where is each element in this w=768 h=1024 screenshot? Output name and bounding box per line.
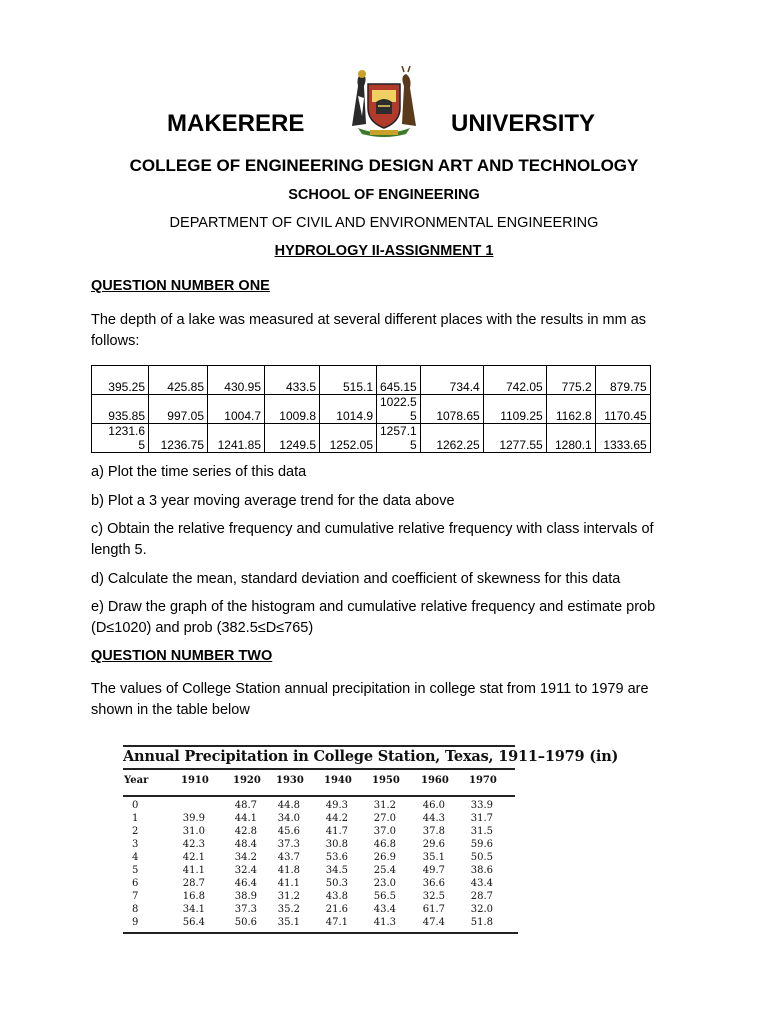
precipitation-value: 48.4 — [234, 839, 257, 850]
depth-cell: 1241.85 — [208, 424, 265, 453]
precipitation-value: 45.6 — [277, 826, 300, 837]
precipitation-value: 35.1 — [422, 852, 445, 863]
precipitation-value: 27.0 — [373, 813, 396, 824]
depth-cell: 879.75 — [595, 366, 650, 395]
depth-cell: 1004.7 — [208, 395, 265, 424]
precipitation-value: 34.5 — [325, 865, 348, 876]
precipitation-value: 31.2 — [373, 800, 396, 811]
precipitation-value: 34.1 — [182, 904, 205, 915]
precipitation-value: 48.7 — [234, 800, 257, 811]
depth-cell: 515.1 — [320, 366, 377, 395]
depth-cell: 997.05 — [149, 395, 208, 424]
precipitation-value: 56.5 — [373, 891, 396, 902]
precipitation-value: 42.8 — [234, 826, 257, 837]
precipitation-value: 38.9 — [234, 891, 257, 902]
department-title: DEPARTMENT OF CIVIL AND ENVIRONMENTAL ENGINEERING — [169, 215, 599, 231]
depth-cell: 935.85 — [92, 395, 149, 424]
precipitation-value: 28.7 — [470, 891, 493, 902]
question-one-intro: The depth of a lake was measured at several different places with the results in mm as follows: — [91, 312, 647, 349]
depth-cell: 1078.65 — [420, 395, 483, 424]
year-digit: 0 — [132, 800, 139, 811]
depth-cell: 1333.65 — [595, 424, 650, 453]
question-one-item: d) Calculate the mean, standard deviation and coefficient of skewness for this data — [91, 571, 621, 587]
precipitation-value: 31.0 — [182, 826, 205, 837]
depth-cell: 1280.1 — [546, 424, 595, 453]
depth-cell: 1257.1 5 — [377, 424, 421, 453]
lake-depth-table — [91, 365, 651, 453]
precipitation-value: 61.7 — [422, 904, 445, 915]
depth-row — [92, 366, 651, 395]
precipitation-value: 59.6 — [470, 839, 493, 850]
precipitation-value: 23.0 — [373, 878, 396, 889]
university-crest — [344, 66, 424, 138]
question-one-item: e) Draw the graph of the histogram and cumulative relative frequency and estimate prob (D≤1020) and prob (382.5≤D≤765) — [91, 599, 656, 636]
decade-header: 1970 — [469, 775, 497, 786]
decade-header: 1920 — [233, 775, 261, 786]
precipitation-value: 41.7 — [325, 826, 348, 837]
question-one-item: c) Obtain the relative frequency and cumulative relative frequency with class intervals of length 5. — [91, 521, 654, 558]
depth-cell: 425.85 — [149, 366, 208, 395]
precipitation-value: 33.9 — [470, 800, 493, 811]
precipitation-value: 26.9 — [373, 852, 396, 863]
depth-cell: 1262.25 — [420, 424, 483, 453]
precipitation-value: 44.3 — [422, 813, 445, 824]
precipitation-value: 56.4 — [182, 917, 205, 928]
decade-header: 1960 — [421, 775, 449, 786]
precipitation-value: 25.4 — [373, 865, 396, 876]
precipitation-value: 30.8 — [325, 839, 348, 850]
precipitation-value: 42.1 — [182, 852, 205, 863]
question-two-heading: QUESTION NUMBER TWO — [91, 648, 273, 664]
precipitation-value: 43.7 — [277, 852, 300, 863]
decade-header: 1940 — [324, 775, 352, 786]
depth-cell: 734.4 — [420, 366, 483, 395]
depth-cell: 645.15 — [377, 366, 421, 395]
precipitation-value: 35.2 — [277, 904, 300, 915]
precipitation-value: 34.2 — [234, 852, 257, 863]
precipitation-value: 42.3 — [182, 839, 205, 850]
precipitation-value: 47.4 — [422, 917, 445, 928]
precipitation-value: 46.0 — [422, 800, 445, 811]
precipitation-value: 50.5 — [470, 852, 493, 863]
precipitation-value: 38.6 — [470, 865, 493, 876]
year-digit: 1 — [132, 813, 139, 824]
precipitation-value: 44.8 — [277, 800, 300, 811]
depth-cell: 1170.45 — [595, 395, 650, 424]
precipitation-value: 46.8 — [373, 839, 396, 850]
depth-cell: 433.5 — [265, 366, 320, 395]
year-digit: 9 — [132, 917, 139, 928]
year-digit: 3 — [132, 839, 139, 850]
precipitation-value: 41.1 — [277, 878, 300, 889]
precipitation-value: 35.1 — [277, 917, 300, 928]
precipitation-value: 32.0 — [470, 904, 493, 915]
depth-cell: 1236.75 — [149, 424, 208, 453]
university-name-right: UNIVERSITY — [451, 110, 596, 137]
precipitation-value: 37.0 — [373, 826, 396, 837]
precipitation-value: 43.4 — [470, 878, 493, 889]
precipitation-value: 32.5 — [422, 891, 445, 902]
year-digit: 7 — [132, 891, 139, 902]
precipitation-value: 41.1 — [182, 865, 205, 876]
depth-cell: 1109.25 — [483, 395, 546, 424]
year-digit: 8 — [132, 904, 139, 915]
precipitation-value: 16.8 — [182, 891, 205, 902]
precipitation-value: 51.8 — [470, 917, 493, 928]
precipitation-value: 41.3 — [373, 917, 396, 928]
precipitation-value: 41.8 — [277, 865, 300, 876]
college-title: COLLEGE OF ENGINEERING DESIGN ART AND TECHNOLOGY — [129, 156, 639, 175]
depth-cell: 430.95 — [208, 366, 265, 395]
depth-cell: 1162.8 — [546, 395, 595, 424]
precipitation-value: 31.2 — [277, 891, 300, 902]
year-digit: 2 — [132, 826, 139, 837]
precipitation-value: 44.1 — [234, 813, 257, 824]
precipitation-value: 50.6 — [234, 917, 257, 928]
precipitation-value: 37.8 — [422, 826, 445, 837]
precipitation-value: 21.6 — [325, 904, 348, 915]
precipitation-value: 49.7 — [422, 865, 445, 876]
precipitation-value: 34.0 — [277, 813, 300, 824]
precipitation-value: 36.6 — [422, 878, 445, 889]
depth-row — [92, 395, 651, 424]
question-one-heading: QUESTION NUMBER ONE — [91, 278, 270, 294]
depth-cell: 775.2 — [546, 366, 595, 395]
decade-header: 1930 — [276, 775, 304, 786]
university-name-left: MAKERERE — [167, 110, 305, 137]
precipitation-value: 39.9 — [182, 813, 205, 824]
question-two-intro: The values of College Station annual precipitation in college stat from 1911 to 1979 are shown in the table below — [91, 681, 649, 718]
school-title: SCHOOL OF ENGINEERING — [288, 187, 480, 203]
precipitation-table-title: Annual Precipitation in College Station, Texas, 1911–1979 (in) — [123, 748, 619, 765]
depth-cell: 1231.6 5 — [92, 424, 149, 453]
depth-cell: 742.05 — [483, 366, 546, 395]
precipitation-value: 44.2 — [325, 813, 348, 824]
depth-cell: 1014.9 — [320, 395, 377, 424]
precipitation-value: 47.1 — [325, 917, 348, 928]
title-rule — [123, 768, 515, 770]
depth-cell: 1277.55 — [483, 424, 546, 453]
question-one-item: b) Plot a 3 year moving average trend for the data above — [91, 493, 455, 509]
precipitation-value: 31.5 — [470, 826, 493, 837]
decade-header: 1910 — [181, 775, 209, 786]
precipitation-value: 49.3 — [325, 800, 348, 811]
depth-row — [92, 424, 651, 453]
precipitation-value: 31.7 — [470, 813, 493, 824]
precipitation-value: 46.4 — [234, 878, 257, 889]
precipitation-value: 53.6 — [325, 852, 348, 863]
question-one-item: a) Plot the time series of this data — [91, 464, 307, 480]
precipitation-value: 50.3 — [325, 878, 348, 889]
header-rule — [123, 795, 515, 797]
year-digit: 6 — [132, 878, 139, 889]
decade-header: 1950 — [372, 775, 400, 786]
precipitation-table-image — [120, 745, 619, 935]
assignment-title: HYDROLOGY II-ASSIGNMENT 1 — [274, 243, 494, 259]
precipitation-value: 29.6 — [422, 839, 445, 850]
precipitation-value: 43.8 — [325, 891, 348, 902]
precipitation-value: 37.3 — [277, 839, 300, 850]
depth-cell: 1252.05 — [320, 424, 377, 453]
depth-cell: 1022.5 5 — [377, 395, 421, 424]
precipitation-value: 32.4 — [234, 865, 257, 876]
depth-cell: 1249.5 — [265, 424, 320, 453]
precipitation-value: 43.4 — [373, 904, 396, 915]
depth-cell: 395.25 — [92, 366, 149, 395]
year-digit: 5 — [132, 865, 139, 876]
bottom-rule — [123, 932, 518, 934]
table-top-rule — [123, 745, 515, 747]
precipitation-value: 37.3 — [234, 904, 257, 915]
year-header: Year — [124, 775, 149, 786]
year-digit: 4 — [132, 852, 139, 863]
depth-cell: 1009.8 — [265, 395, 320, 424]
precipitation-value: 28.7 — [182, 878, 205, 889]
